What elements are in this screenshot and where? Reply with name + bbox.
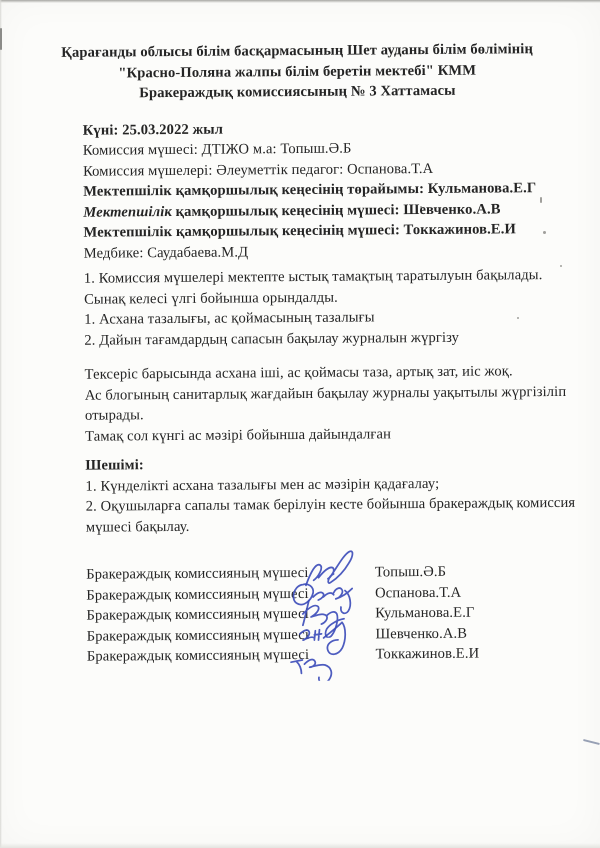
decision-line: мүшесі бақылау. (85, 518, 190, 536)
scan-bottom-edge-artifact (0, 843, 600, 848)
observation-line: Ас блогының санитарлық жағдайын бақылау журналы уақытылы жүргізіліп (84, 383, 567, 404)
signature-name: Топыш.Ә.Б (374, 563, 447, 581)
observation-line: Тамақ сол күнгі ас мәзірі бойынша дайындалған (85, 425, 392, 445)
signature-role-label: Бракераждық комиссияның мүшесі (86, 646, 310, 665)
signature-row (87, 643, 542, 667)
member-line: Мектепшілік қамқоршылық кеңесінің төрайымы: Кульманова.Е.Г (83, 180, 537, 200)
commission-members-list (83, 137, 539, 264)
signature-role-label: Бракераждық комиссияның мүшесі (86, 564, 309, 583)
date-line: Күні: 25.03.2022 жыл (82, 121, 224, 139)
decision-line: 1. Күнделікті асхана тазалығы мен ас мәзірін қадағалау; (85, 475, 440, 495)
observation-line: 1. Асхана тазалығы, ас қоймасының тазалығы (84, 309, 375, 328)
signature-name: Оспанова.Т.А (375, 584, 462, 601)
decision-line: 2. Оқушыларға сапалы тамак берілуін кесте бойынша бракераждық комиссия (85, 494, 576, 515)
member-line: Медбике: Саудабаева.М.Д (83, 243, 249, 262)
decision-section (85, 452, 576, 538)
member-line: Мектепшілік қамқоршылық кеңесінің мүшесі: Токкажинов.Е.И (83, 221, 516, 241)
member-line: Комиссия мүшесі: ДТІЖО м.а: Топыш.Ә.Б (82, 140, 352, 159)
observations-paragraph-2 (84, 361, 567, 447)
header-line-protocol-title: Бракераждық комиссиясының № 3 Хаттамасы (139, 82, 456, 102)
header-line-school: "Красно-Поляна жалпы білім беретін мектебі" КММ (118, 62, 477, 81)
document-header (0, 0, 597, 105)
signature-name: Токкажинов.Е.И (375, 645, 480, 663)
member-line-rest: қамқоршылық кеңесінің мүшесі: Шевченко.А.В (171, 200, 501, 220)
member-line-lead: Мектепшілік (83, 203, 172, 221)
observations-paragraph-1 (83, 265, 543, 351)
decision-title: Шешімі: (85, 457, 144, 474)
observation-line: Тексеріс барысында асхана іші, ас қоймасы таза, артық зат, иіс жоқ. (84, 363, 513, 383)
member-line: Комиссия мүшелері: Әлеуметтік педагог: Оспанова.Т.А (82, 160, 434, 180)
signature-name: Шевченко.А.В (375, 625, 468, 642)
observation-line: 2. Дайын тағамдардың сапасын бақылау журналын жүргізу (84, 329, 460, 349)
signature-name: Кульманова.Е.Г (375, 604, 475, 622)
observation-line: отырады. (84, 407, 144, 424)
signature-role-label: Бракераждық комиссияның мүшесі (86, 605, 309, 624)
header-line-authority: Қарағанды облысы білім басқармасының Шет ауданы білім бөлімінің (61, 41, 534, 61)
observation-line: 1. Комиссия мүшелері мектепте ыстық тамақтың таратылуын бақылады. (83, 267, 543, 287)
pen-scratch-artifact (583, 739, 600, 745)
signatures-section (86, 561, 542, 667)
signature-role-label: Бракераждық комиссияның мүшесі (86, 626, 310, 645)
signature-role-label: Бракераждық комиссияның мүшесі (86, 585, 309, 604)
observation-line: Сынақ келесі үлгі бойынша орындалды. (83, 289, 338, 308)
